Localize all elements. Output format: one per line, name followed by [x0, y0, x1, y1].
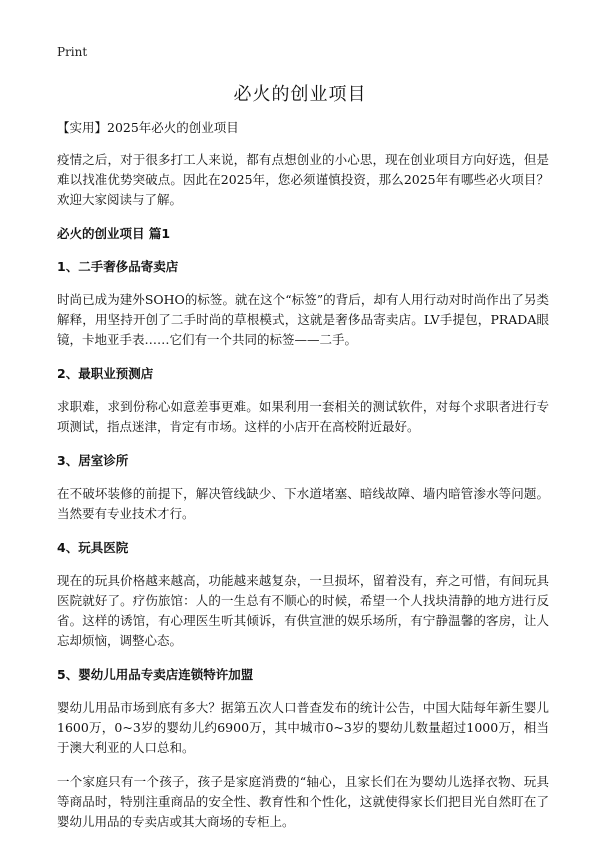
- item-4: [57, 538, 549, 651]
- page-title: 必火的创业项目: [233, 84, 367, 105]
- item-paragraph: 在不破坏装修的前提下，解决管线缺少、下水道堵塞、暗线故障、墙内暗管渗水等问题。当然要有专业技术才行。: [57, 486, 549, 521]
- item-paragraph: 一个家庭只有一个孩子，孩子是家庭消费的“轴心，且家长们在为婴幼儿选择衣物、玩具等商品时，特别注重商品的安全性、教育性和个性化，这就使得家长们把目光自然盯在了婴幼儿用品的专卖店或其大商场的专柜上。: [57, 774, 549, 829]
- item-3: [57, 451, 549, 524]
- document-tagline: 【实用】2025年必火的创业项目: [57, 120, 239, 135]
- item-heading: 2、最职业预测店: [57, 366, 154, 381]
- item-heading: 4、玩具医院: [57, 540, 129, 555]
- item-1: [57, 257, 549, 350]
- item-5: [57, 665, 549, 832]
- item-heading: 3、居室诊所: [57, 453, 129, 468]
- item-paragraph: 时尚已成为建外SOHO的标签。就在这个“标签”的背后，却有人用行动对时尚作出了另类解释，用坚持开创了二手时尚的草根模式，这就是奢侈品寄卖店。LV手提包，PRADA眼镜，卡地亚手表……它们有一个共同的标签——二手。: [57, 292, 549, 347]
- print-link[interactable]: Print: [57, 45, 88, 59]
- item-paragraph: 现在的玩具价格越来越高，功能越来越复杂，一旦损坏，留着没有，弃之可惜，有间玩具医院就好了。疗伤旅馆：人的一生总有不顺心的时候，希望一个人找块清静的地方进行反省。这样的诱馆，有心理医生听其倾诉，有供宣泄的娱乐场所，有宁静温馨的客房，让人忘却烦恼，调整心态。: [57, 573, 549, 648]
- intro-paragraph: 疫情之后，对于很多打工人来说，都有点想创业的小心思，现在创业项目方向好选，但是难以找准优势突破点。因此在2025年，您必须谨慎投资，那么2025年有哪些必火项目？欢迎大家阅读与了解。: [57, 152, 549, 207]
- item-2: [57, 364, 549, 437]
- item-heading: 1、二手奢侈品寄卖店: [57, 259, 179, 274]
- item-paragraph: 求职难，求到份称心如意差事更难。如果利用一套相关的测试软件，对每个求职者进行专项测试，指点迷津，肯定有市场。这样的小店开在高校附近最好。: [57, 399, 549, 434]
- item-heading: 5、婴幼儿用品专卖店连锁特许加盟: [57, 667, 254, 682]
- document-body: [57, 118, 549, 846]
- section-title: 必火的创业项目 篇1: [57, 226, 171, 241]
- item-paragraph: 婴幼儿用品市场到底有多大？据第五次人口普查发布的统计公告，中国大陆每年新生婴儿1600万，0~3岁的婴幼儿约6900万，其中城市0~3岁的婴幼儿数量超过1000万，相当于澳大利亚的人口总和。: [57, 700, 549, 755]
